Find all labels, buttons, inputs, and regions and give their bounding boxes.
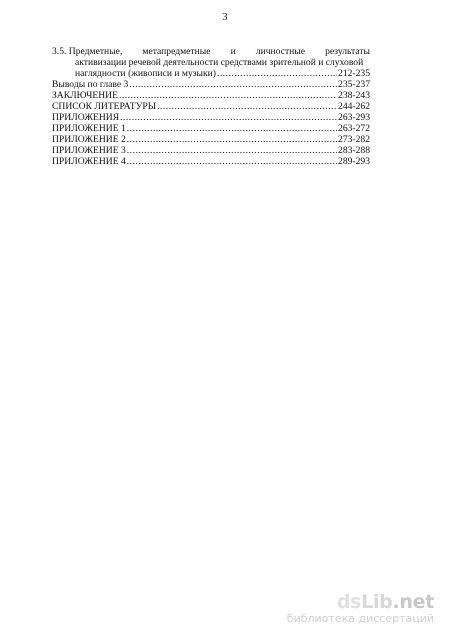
toc-entry-pages: 244-262 (338, 101, 370, 112)
toc-leader-dots (157, 101, 337, 112)
toc-entry-pages: 273-282 (338, 134, 370, 145)
toc-leader-dots (127, 123, 337, 134)
toc-entry-pages: 238-243 (338, 90, 370, 101)
toc-entry-title: ПРИЛОЖЕНИЕ 3 (52, 145, 126, 156)
toc-leader-dots (129, 79, 337, 90)
toc-entry-title: ЗАКЛЮЧЕНИЕ (52, 90, 118, 101)
toc-entry-appendix-1[interactable] (52, 123, 370, 134)
toc-entry-title: ПРИЛОЖЕНИЕ 2 (52, 134, 126, 145)
toc-entry-title: СПИСОК ЛИТЕРАТУРЫ (52, 101, 157, 112)
toc-entry-pages: 263-293 (338, 112, 370, 123)
toc-entry-line-3 (52, 68, 370, 79)
toc-entry-word: личностные (255, 46, 306, 57)
dslib-tagline: библиотека диссертаций (286, 612, 434, 625)
toc-entry-title: ПРИЛОЖЕНИЯ (52, 112, 120, 123)
toc-entry-pages: 263-272 (338, 123, 370, 134)
toc-leader-dots (127, 134, 337, 145)
toc-entry-conclusion[interactable] (52, 90, 370, 101)
toc-entry-title: наглядности (живописи и музыки) (75, 68, 216, 79)
toc-leader-dots (119, 90, 337, 101)
toc-entry-word: метапредметные (142, 46, 211, 57)
toc-entry-word: и (230, 46, 236, 57)
toc-leader-dots (127, 145, 337, 156)
toc-entry-section-3-5[interactable] (52, 46, 370, 79)
toc-leader-dots (217, 68, 337, 79)
dslib-watermark (287, 592, 434, 625)
toc-entry-references[interactable] (52, 101, 370, 112)
toc-entry-word: результаты (325, 46, 370, 57)
toc-entry-line-2: активизации речевой деятельности средствами зрительной и слуховой (75, 57, 364, 68)
toc-leader-dots (120, 112, 337, 123)
toc-entry-pages: 283-288 (338, 145, 370, 156)
toc-entry-title: ПРИЛОЖЕНИЕ 1 (52, 123, 126, 134)
toc-entry-pages: 289-293 (338, 156, 370, 167)
toc-entry-title: ПРИЛОЖЕНИЕ 4 (52, 156, 126, 167)
toc-entry-pages: 235-237 (338, 79, 370, 90)
toc-entry-chapter-3-conclusions[interactable] (52, 79, 370, 90)
page-number: 3 (222, 12, 228, 23)
toc-entry-lead: 3.5. Предметные, (52, 46, 123, 57)
dslib-logo: dsLib.net (336, 591, 434, 613)
toc-entry-line-1 (52, 46, 370, 57)
toc-leader-dots (127, 156, 337, 167)
toc-entry-appendix-4[interactable] (52, 156, 370, 167)
toc-entry-appendix-3[interactable] (52, 145, 370, 156)
toc-entry-pages: 212-235 (338, 68, 370, 79)
toc-entry-appendices[interactable] (52, 112, 370, 123)
toc-entry-appendix-2[interactable] (52, 134, 370, 145)
toc-entry-title: Выводы по главе 3 (52, 79, 129, 90)
table-of-contents (52, 46, 370, 167)
